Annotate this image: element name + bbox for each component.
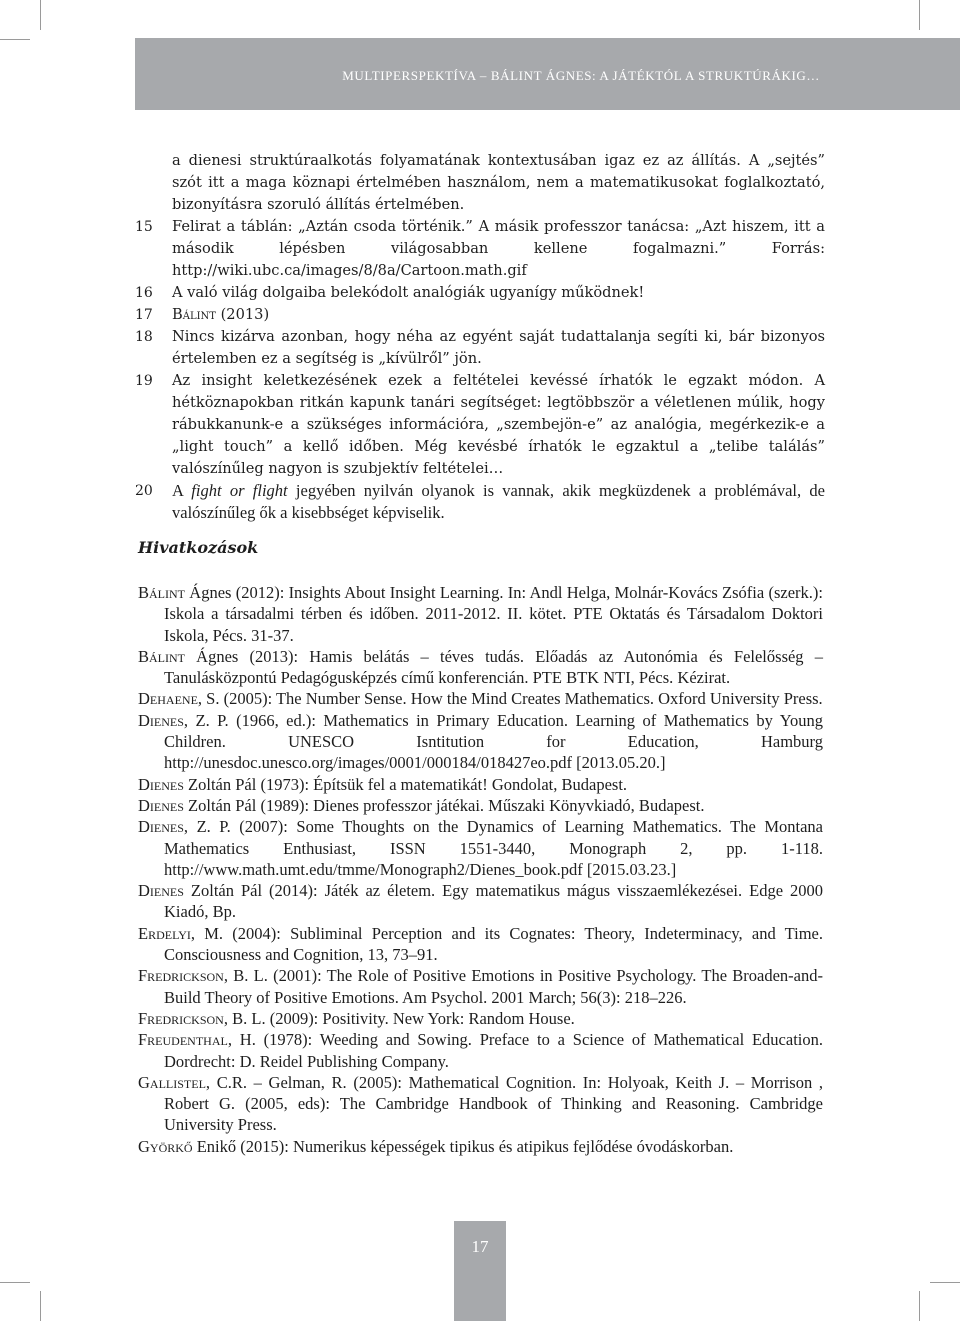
reference-text: , C.R. – Gelman, R. (2005): Mathematical Cognition. In: Holyoak, Keith J. – Morrison , Robert G. (2005, eds): The Cambridge Handbook of Thinking and Reasoning. Cambridge University Press. (164, 1072, 823, 1135)
reference-entry (138, 774, 823, 795)
reference-text: , Z. P. (2007): Some Thoughts on the Dynamics of Learning Mathematics. The Montana Mathematics Enthusiast, ISSN 1551-3440, Monograph 2, pp. 1-118. http://www.math.umt.edu/tmme/Monograph2/Dienes_book.pdf [2015.03.23.] (164, 817, 823, 879)
footnote-italic: fight or flight (191, 481, 288, 500)
reference-text: , B. L. (2001): The Role of Positive Emotions in Positive Psychology. The Broaden-and-Build Theory of Positive Emotions. Am Psychol. 2001 March; 56(3): 218–226. (164, 966, 823, 1007)
footnote-number: 18 (135, 329, 153, 345)
footnote-text: A való világ dolgaiba belekódolt analógiák ugyanígy működnek! (172, 284, 645, 301)
footnote-text: a dienesi struktúraalkotás folyamatának kontextusában igaz ez az állítás. A „sejtés” szót itt a maga köznapi értelmében használom, nem a matematikusokat foglalkoztató, bizonyításra szoruló állítás értelmében. (172, 152, 825, 213)
footnote-number: 16 (135, 285, 153, 301)
reference-text: Zoltán Pál (1973): Építsük fel a matematikát! Gondolat, Budapest. (183, 774, 628, 794)
crop-mark (40, 0, 41, 30)
reference-entry (138, 688, 823, 709)
reference-text: , H. (1978): Weeding and Sowing. Preface to a Science of Mathematical Education. Dordrecht: D. Reidel Publishing Company. (164, 1030, 823, 1071)
reference-text: , B. L. (2009): Positivity. New York: Random House. (223, 1008, 575, 1028)
footnote-rest: jegyében nyilván olyanok is vannak, akik megküzdenek a problémával, de valószínűleg ők a kisebbséget képviselik. (172, 481, 825, 522)
page-number-tab (454, 1221, 506, 1321)
footnote (135, 282, 825, 304)
footnote-text: Felirat a táblán: „Aztán csoda történik.” A másik professzor tanácsa: „Azt hiszem, itt a második lépésben világosabban kellene fogalmazni.” Forrás: http://wiki.ubc.ca/images/8/8a/Cartoon.math.gif (172, 218, 825, 279)
reference-text: , M. (2004): Subliminal Perception and its Cognates: Theory, Indeterminacy, and Time. Consciousness and Cognition, 13, 73–91. (164, 923, 823, 965)
reference-entry (138, 710, 823, 774)
reference-entry (138, 795, 823, 816)
reference-text: Enikő (2015): Numerikus képességek tipikus és atipikus fejlődése óvodáskorban. (192, 1136, 734, 1156)
footnote-number: 20 (135, 483, 153, 499)
reference-author: Bálint (138, 646, 185, 666)
reference-text: Ágnes (2013): Hamis belátás – téves tudás. Előadás az Autonómia és Felelősség – Tanulásközpontú Pedagógusképzés című konferencián. PTE BTK NTI, Pécs. Kézirat. (164, 646, 823, 688)
reference-entry (138, 880, 823, 923)
reference-author: Fredrickson (138, 966, 224, 986)
crop-mark (0, 39, 30, 40)
footnote (135, 370, 825, 480)
footnote (135, 150, 825, 216)
footnote-text (172, 304, 825, 326)
running-title: MULTIPERSPEKTÍVA – BÁLINT ÁGNES: A JÁTÉKTÓL A STRUKTÚRÁKIG… (342, 68, 820, 83)
footnote-number: 15 (135, 219, 153, 235)
footnote (135, 304, 825, 326)
footnote-pre: A (172, 481, 192, 500)
references-list (138, 582, 823, 1157)
reference-author: Dehaene (138, 689, 198, 709)
reference-author: Dienes (138, 881, 184, 901)
footnote-number: 17 (135, 307, 153, 323)
footnote-author: Bálint (172, 306, 216, 323)
crop-mark (930, 1282, 960, 1283)
page-number: 17 (471, 1237, 489, 1256)
reference-entry (138, 923, 823, 966)
reference-author: Dienes (138, 774, 184, 794)
reference-author: Gallistel (138, 1072, 206, 1092)
reference-author: Dienes (138, 710, 184, 730)
footnotes (135, 150, 825, 524)
reference-author: Erdelyi (138, 923, 191, 943)
reference-author: Freudenthal (138, 1030, 228, 1050)
footnote (135, 480, 825, 524)
reference-text: Ágnes (2012): Insights About Insight Learning. In: Andl Helga, Molnár-Kovács Zsófia (szerk.): Iskola a társadalmi térben és időben. 2011-2012. II. kötet. PTE Oktatás és Társadalom Doktori Iskola, Pécs. 31-37. (164, 583, 823, 645)
footnote (135, 326, 825, 370)
footnote-rest: (2013) (215, 306, 270, 323)
reference-text: , Z. P. (1966, ed.): Mathematics in Primary Education. Learning of Mathematics by Young Children. UNESCO Isntitution for Education, Hamburg http://unesdoc.unesco.org/images/0001/000184/018427eo.pdf [2013.05.20.] (164, 710, 823, 773)
reference-author: Györkő (138, 1136, 193, 1156)
reference-author: Dienes (138, 817, 184, 837)
reference-text: Zoltán Pál (2014): Játék az életem. Egy matematikus mágus visszaemlékezései. Edge 2000 Kiadó, Bp. (164, 881, 823, 922)
footnote-number: 19 (135, 373, 153, 389)
reference-entry (138, 646, 823, 689)
footnote-text (172, 480, 825, 524)
footnote-text: Az insight keletkezésének ezek a feltételei kevéssé írhatók le egzakt módon. A hétköznapokban ritkán kapunk tanári segítséget: legtöbbször a véletlenen múlik, hogy rábukkanunk-e a szükséges információra, „szembejön-e” az analógia, megérkezik-e a „light touch” a kellő időben. Még kevésbé írhatók le egzaktul a „telibe találás” valószínűleg nagyon is szubjektív feltételei… (172, 372, 825, 477)
crop-mark (919, 1291, 920, 1321)
reference-entry (138, 1029, 823, 1072)
reference-entry (138, 1072, 823, 1136)
reference-author: Bálint (138, 583, 185, 602)
reference-entry (138, 965, 823, 1008)
reference-author: Fredrickson (138, 1008, 224, 1028)
reference-text: , S. (2005): The Number Sense. How the Mind Creates Mathematics. Oxford University Press. (197, 689, 823, 709)
crop-mark (0, 1282, 30, 1283)
reference-entry (138, 582, 823, 646)
reference-entry (138, 816, 823, 880)
running-header (135, 38, 960, 110)
footnote (135, 216, 825, 282)
reference-author: Dienes (138, 795, 184, 815)
reference-entry (138, 1008, 823, 1029)
footnote-text: Nincs kizárva azonban, hogy néha az egyént saját tudattalanja segíti ki, bár bizonyos értelemben ez a segítség is „kívülről” jön. (172, 328, 825, 367)
crop-mark (919, 0, 920, 30)
reference-text: Zoltán Pál (1989): Dienes professzor játékai. Műszaki Könyvkiadó, Budapest. (183, 795, 705, 815)
references-heading: Hivatkozások (138, 538, 259, 557)
crop-mark (40, 1291, 41, 1321)
reference-entry (138, 1136, 823, 1157)
